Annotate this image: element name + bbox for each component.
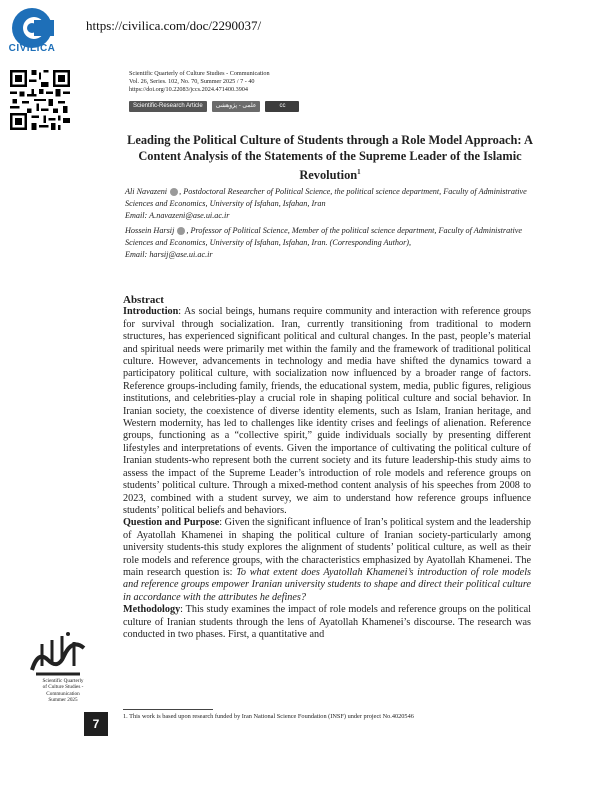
funding-footnote: 1. This work is based upon research funded by Iran National Science Foundation (INSF) under project No.4020546 [123,713,414,720]
authors-block [125,186,535,264]
author-1-affiliation: , Postdoctoral Researcher of Political Science, the political science department, Faculty of Administrative Sciences and Economics, University of Isfahan, Isfahan, Iran [125,187,527,208]
sidebar-line-2: of Culture Studies - [42,684,84,691]
journal-brand-logo-icon [28,630,88,678]
sidebar-line-4: Summer 2025 [48,696,78,703]
document-url[interactable]: https://civilica.com/doc/2290037/ [86,18,262,33]
author-1-name: Ali Navazeni [125,187,168,196]
article-type-badge: Scientific-Research Article [129,101,207,112]
orcid-icon[interactable] [170,188,178,196]
abstract-section [123,294,531,641]
abstract-methodology [123,604,531,641]
abstract-introduction [123,306,531,517]
qr-code-icon [10,70,70,130]
sidebar-line-1: Scientific Quarterly [42,678,84,684]
paper-title [125,132,535,183]
orcid-icon[interactable] [177,227,185,235]
author-2-affiliation: , Professor of Political Science, Member of the political science department, Faculty of Administrative Sciences and Economics, University of Isfahan, Isfahan, Iran. (Corresponding Author), [125,226,523,247]
research-question: To what extent does Ayatollah Khamenei’s introduction of role models and reference groups empower Iranian university students to shape and direct their political culture in accordance with the attributes he defines? [123,566,531,603]
logo-text: CIVILICA [8,43,56,54]
journal-info [129,70,489,94]
methodology-label: Methodology [123,604,181,616]
page-number: 7 [84,712,108,736]
author-1 [125,186,535,222]
journal-volume: Vol. 26, Series. 102, No. 70, Summer 2025 / 7 - 40 [129,78,255,85]
article-type-fa-badge: علمی - پژوهشی [212,101,261,112]
abstract-question-purpose [123,517,531,604]
introduction-text: : As social beings, humans require community and interaction with reference groups for survival through socialization. Iran, currently transitioning from traditional to modern structures, has experienced significant political and cultural changes. In the past, people’s material and spiritual needs were primarily met within the family and the framework of traditional political culture. However, advancements in technology and media have shifted the dynamics toward a participatory political culture, with socialization now influenced by a broader range of factors. Reference groups-including family, friends, the educational system, media, public figures, religious institutions, and celebrities-play a crucial role in shaping political culture and social behavior. In Iranian society, the coexistence of diverse identity elements, such as Islam, Iranian heritage, and Western modernity, has led to challenges like identity crises and feelings of alienation. Reference groups, functioning as a “collective spirit,” guide individuals socially by presenting different lifestyles and interpretations of events. Given the importance of cultivating the political culture of Iranian students-who represent both the current society and its future leadership-this study aims to assess the impact of the Supreme Leader’s introduction of role models and reference groups on students’ political culture. Through a mixed-method content analysis of his speeches from 2008 to 2023, combined with a student survey, we aim to understand how reference groups influence students’ political beliefs and behaviors. [123,306,531,516]
question-purpose-label: Question and Purpose [123,517,220,529]
journal-name: Scientific Quarterly of Culture Studies - Communication [129,70,270,77]
author-2-name: Hossein Harsij [125,226,175,235]
cc-license-icon: cc [265,101,299,112]
introduction-label: Introduction [123,306,179,318]
author-1-email: Email: A.navazeni@ase.ui.ac.ir [125,211,230,220]
author-2 [125,225,535,261]
title-footnote-mark: 1 [357,168,361,176]
sidebar-line-3: Communication [46,690,80,697]
question-purpose-text: : Given the significant influence of Iran’s political system and the leadership of Ayatollah Khamenei in shaping the political culture of Iranian society-particularly among university students-this study explores the alignment of students’ political culture, as well as their role models and reference groups, with the characteristics emphasized by Ayatollah Khamenei. The main research question is: [123,517,531,578]
journal-doi[interactable]: https://doi.org/10.22083/jccs.2024.471400.3904 [129,86,248,93]
sidebar-journal-info [40,678,86,703]
author-2-email: Email: harsij@ase.ui.ac.ir [125,250,213,259]
methodology-text: : This study examines the impact of role models and reference groups on the political culture of Iranian students through the lens of Ayatollah Khamenei’s discourse. The research was conducted in two phases. First, a quantitative and [123,604,531,640]
article-badges [129,101,299,112]
title-text: Leading the Political Culture of Students through a Role Model Approach: A Content Analysis of the Statements of the Supreme Leader of the Islamic Revolution [127,133,533,183]
footnote-divider [123,709,213,710]
abstract-heading: Abstract [123,294,164,306]
